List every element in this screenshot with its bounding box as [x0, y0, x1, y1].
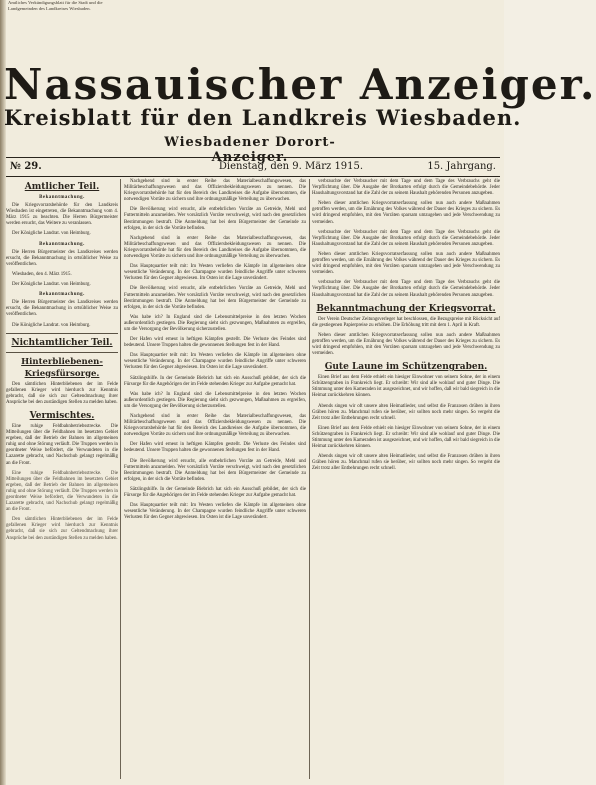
paragraph: Nachgehend sind in erster Reihe das Materialbeschaffungswesen, das Militärbeschaffungswesen und das Offiziersbekleidungswesen zu nennen. Die Kriegsvorratsbehörde hat für den Bereich des Landkreises die Aufgabe übernommen, die notwendigen Vorräte zu sichern und ihre ordnungsmäßige Verteilung zu überwachen. — [124, 414, 306, 438]
paragraph: Sätzlingshilfe. In der Gemeinde Biebrich hat sich ein Ausschuß gebildet, der sich die Fürsorge für die Angehörigen der im Felde stehenden Krieger zur Aufgabe gemacht hat. — [124, 375, 306, 387]
official-notice-left: Amtliches Verkündigungsblatt für die Stadt und die Landgemeinden des Landkreises Wiesbaden. — [8, 0, 103, 11]
rule-bottom — [6, 176, 500, 177]
signature: Die Königliche Landrat. von Heimburg. — [12, 322, 91, 328]
paragraph: Was habe ich? In England sind die Lebensmittelpreise in den letzten Wochen außerordentlich gestiegen. Die Regierung sieht sich gezwungen, Maßnahmen zu ergreifen, um die Versorgung der Bevölkerung sicherzustellen. — [124, 314, 306, 332]
paragraph: Die Herren Bürgermeister des Landkreises werden ersucht, die Bekanntmachung in ortsüblicher Weise zu veröffentlichen. — [6, 249, 118, 267]
paragraph: Die Bevölkerung wird ersucht, alle entbehrlichen Vorräte an Getreide, Mehl und Futtermitteln anzumelden. Wer vorsätzlich Vorräte verschweigt, wird nach den gesetzlichen Bestimmungen bestraft. Die Anmeldung hat bei dem Bürgermeister der Gemeinde zu erfolgen, in der sich die Vorräte befinden. — [124, 458, 306, 482]
issue-line — [6, 159, 500, 175]
paragraph: Nachgehend sind in erster Reihe das Materialbeschaffungswesen, das Militärbeschaffungswesen und das Offiziersbekleidungswesen zu nennen. Die Kriegsvorratsbehörde hat für den Bereich des Landkreises die Aufgabe übernommen, die notwendigen Vorräte zu sichern und ihre ordnungsmäßige Verteilung zu überwachen. — [124, 179, 306, 203]
column-divider-1 — [120, 179, 121, 779]
paragraph: Was habe ich? In England sind die Lebensmittelpreise in den letzten Wochen außerordentlich gestiegen. Die Regierung sieht sich gezwungen, Maßnahmen zu ergreifen, um die Versorgung der Bevölkerung sicherzustellen. — [124, 391, 306, 409]
section-amtlicher-teil: Amtlicher Teil. — [24, 182, 100, 192]
paragraph: Die Bevölkerung wird ersucht, alle entbehrlichen Vorräte an Getreide, Mehl und Futtermitteln anzumelden. Wer vorsätzlich Vorräte verschweigt, wird nach den gesetzlichen Bestimmungen bestraft. Die Anmeldung hat bei dem Bürgermeister der Gemeinde zu erfolgen, in der sich die Vorräte befinden. — [124, 207, 306, 231]
dorot-anzeiger: Wiesbadener Dorort-Anzeiger. — [164, 135, 336, 165]
signature: Der Königliche Landrat. von Heimburg. — [12, 282, 91, 288]
paragraph: Den sämtlichen Hinterbliebenen der im Felde gefallenen Krieger wird hierdurch zur Kenntnis gebracht, daß sie sich zur Geltendmachung ihrer Ansprüche bei den zuständigen Stellen zu melden haben. — [6, 381, 118, 405]
paragraph: Die Herren Bürgermeister des Landkreises werden ersucht, die Bekanntmachung in ortsüblicher Weise zu veröffentlichen. — [6, 300, 118, 318]
paragraph: Der Verein Deutscher Zeitungsverleger hat beschlossen, die Bezugspreise mit Rücksicht auf die gestiegenen Papierpreise zu erhöhen. Die Erhöhung tritt mit dem 1. April in Kraft. — [312, 316, 500, 328]
divider — [6, 352, 118, 353]
paragraph: verbrauchte der Verbraucher mit dem Tage und dem Tage des Verbrauchs geht die Verpflichtung über. Die Ausgabe der Brotkarten erfolgt durch die Gemeindebehörde. Jeder Haushaltungsvorstand hat die Zahl der zu seinem Haushalt gehörenden Personen anzugeben. — [312, 179, 500, 197]
heading-bekanntmachung-1: Bekanntmachung. — [39, 195, 85, 200]
signature: Der Königliche Landrat. von Heimburg. — [12, 231, 91, 237]
paragraph: Den sämtlichen Hinterbliebenen der im Felde gefallenen Krieger wird hierdurch zur Kenntnis gebracht, daß sie sich zur Geltendmachung ihrer Ansprüche bei den zuständigen Stellen zu melden haben. — [6, 517, 118, 541]
issue-year: 15. Jahrgang. — [427, 161, 496, 172]
paragraph: Der Hafen wird erneut in heftigen Kämpfen gestellt. Die Verluste des Feindes sind bedeutend. Unsere Truppen halten die gewonnenen Stellungen fest in der Hand. — [124, 442, 306, 454]
divider — [6, 333, 118, 334]
paragraph: Einen Brief aus dem Felde erhielt ein hiesiger Einwohner von seinem Sohne, der in einem Schützengraben in Frankreich liegt. Er schreibt: Wir sind alle wohlauf und guter Dinge. Die Stimmung unter den Kameraden ist ausgezeichnet, und wir hoffen, daß wir bald siegreich in die Heimat zurückkehren können. — [312, 375, 500, 399]
paragraph: Das Hauptquartier teilt mit: Im Westen verliefen die Kämpfe im allgemeinen ohne wesentliche Veränderung. In der Champagne wurden feindliche Angriffe unter schweren Verlusten für den Gegner abgewiesen. Im Osten ist die Lage unverändert. — [124, 353, 306, 371]
masthead — [4, 60, 596, 132]
paragraph: Das Hauptquartier teilt mit: Im Westen verliefen die Kämpfe im allgemeinen ohne wesentliche Veränderung. In der Champagne wurden feindliche Angriffe unter schweren Verlusten für den Gegner abgewiesen. Im Osten ist die Lage unverändert. — [124, 503, 306, 521]
paragraph: Einen Brief aus dem Felde erhielt ein hiesiger Einwohner von seinem Sohne, der in einem Schützengraben in Frankreich liegt. Er schreibt: Wir sind alle wohlauf und guter Dinge. Die Stimmung unter den Kameraden ist ausgezeichnet, und wir hoffen, daß wir bald siegreich in die Heimat zurückkehren können. — [312, 425, 500, 450]
rule-top — [6, 157, 500, 158]
section-nichtamtlicher-teil: Nichtamtlicher Teil. — [11, 337, 113, 348]
paragraph: Neben dieser amtlichen Kriegsvorratserfassung sollen nun auch andere Maßnahmen getroffen werden, um die Ernährung des Volkes während der Dauer des Krieges zu sichern. Es wird dringend empfohlen, mit den Vorräten sparsam umzugehen und jede Verschwendung zu vermeiden. — [312, 251, 500, 276]
column-divider-2 — [309, 179, 310, 779]
paragraph: Das Hauptquartier teilt mit: Im Westen verliefen die Kämpfe im allgemeinen ohne wesentliche Veränderung. In der Champagne wurden feindliche Angriffe unter schweren Verlusten für den Gegner abgewiesen. Im Osten ist die Lage unverändert. — [124, 264, 306, 282]
heading-bekanntmachung-3: Bekanntmachung. — [39, 292, 85, 298]
column-1 — [6, 179, 118, 779]
heading-kriegsvorrat: Bekanntmachung der Kriegsvorrat. — [316, 303, 496, 314]
heading-bekanntmachung-2: Bekanntmachung. — [39, 241, 85, 247]
paragraph: verbrauchte der Verbraucher mit dem Tage und dem Tage des Verbrauchs geht die Verpflichtung über. Die Ausgabe der Brotkarten erfolgt durch die Gemeindebehörde. Jeder Haushaltungsvorstand hat die Zahl der zu seinem Haushalt gehörenden Personen anzugeben. — [312, 280, 500, 298]
paragraph: Abends singen wir oft unsere alten Heimatlieder, und selbst die Franzosen drüben in ihren Gräben hören zu. Manchmal rufen sie herüber, wir sollten noch mehr singen. So vergeht die Zeit trotz aller Entbehrungen recht schnell. — [312, 403, 500, 421]
paragraph: Neben dieser amtlichen Kriegsvorratserfassung sollen nun auch andere Maßnahmen getroffen werden, um die Ernährung des Volkes während der Dauer des Krieges zu sichern. Es wird dringend empfohlen, mit den Vorräten sparsam umzugehen und jede Verschwendung zu vermeiden. — [312, 201, 500, 225]
paragraph: Neben dieser amtlichen Kriegsvorratserfassung sollen nun auch andere Maßnahmen getroffen werden, um die Ernährung des Volkes während der Dauer des Krieges zu sichern. Es wird dringend empfohlen, mit den Vorräten sparsam umzugehen und jede Verschwendung zu vermeiden. — [312, 332, 500, 357]
newspaper-subtitle: Kreisblatt für den Landkreis Wiesbaden. — [4, 105, 522, 130]
paragraph: verbrauchte der Verbraucher mit dem Tage und dem Tage des Verbrauchs geht die Verpflichtung über. Die Ausgabe der Brotkarten erfolgt durch die Gemeindebehörde. Jeder Haushaltungsvorstand hat die Zahl der zu seinem Haushalt gehörenden Personen anzugeben. — [312, 229, 500, 247]
paragraph: Abends singen wir oft unsere alten Heimatlieder, und selbst die Franzosen drüben in ihren Gräben hören zu. Manchmal rufen sie herüber, wir sollten noch mehr singen. So vergeht die Zeit trotz aller Entbehrungen recht schnell. — [312, 454, 500, 472]
paragraph: Eine ruhige Feldbahnbetriebsstrecke. Die Mitteilungen über die Feldbahnen im besetzten Gebiet ergeben, daß der Betrieb der Bahnen im allgemeinen ruhig und ohne Störung verläuft. Die Truppen werden in geordneter Weise befördert, die Verwundeten in die Lazarette gebracht, und Nachschub gelangt regelmäßig an die Front. — [6, 423, 118, 466]
column-3 — [312, 179, 500, 779]
masthead-info-left — [8, 0, 128, 62]
dateline: Wiesbaden, den 4. März 1915. — [12, 271, 72, 277]
column-2 — [124, 179, 306, 779]
paragraph: Die Bevölkerung wird ersucht, alle entbehrlichen Vorräte an Getreide, Mehl und Futtermitteln anzumelden. Wer vorsätzlich Vorräte verschweigt, wird nach den gesetzlichen Bestimmungen bestraft. Die Anmeldung hat bei dem Bürgermeister der Gemeinde zu erfolgen, in der sich die Vorräte befinden. — [124, 286, 306, 310]
heading-gute-laune: Gute Laune im Schützengraben. — [324, 362, 488, 373]
paragraph: Nachgehend sind in erster Reihe das Materialbeschaffungswesen, das Militärbeschaffungswesen und das Offiziersbekleidungswesen zu nennen. Die Kriegsvorratsbehörde hat für den Bereich des Landkreises die Aufgabe übernommen, die notwendigen Vorräte zu sichern und ihre ordnungsmäßige Verteilung zu überwachen. — [124, 235, 306, 260]
issue-date: Dienstag, den 9. März 1915. — [218, 161, 364, 172]
heading-hinterbliebenen: Hinterbliebenen-Kriegsfürsorge. — [21, 356, 103, 379]
paragraph: Eine ruhige Feldbahnbetriebsstrecke. Die Mitteilungen über die Feldbahnen im besetzten Gebiet ergeben, daß der Betrieb der Bahnen im allgemeinen ruhig und ohne Störung verläuft. Die Truppen werden in geordneter Weise befördert, die Verwundeten in die Lazarette gebracht, und Nachschub gelangt regelmäßig an die Front. — [6, 470, 118, 513]
section-vermischtes: Vermischtes. — [29, 410, 95, 421]
paragraph: Sätzlingshilfe. In der Gemeinde Biebrich hat sich ein Ausschuß gebildet, der sich die Fürsorge für die Angehörigen der im Felde stehenden Krieger zur Aufgabe gemacht hat. — [124, 486, 306, 499]
paragraph: Der Hafen wird erneut in heftigen Kämpfen gestellt. Die Verluste des Feindes sind bedeutend. Unsere Truppen halten die gewonnenen Stellungen fest in der Hand. — [124, 337, 306, 349]
paragraph: Die Kriegsvorratsbehörde für den Landkreis Wiesbaden ist eingetreten, die Bekanntmachung vom 4. März 1915 zu beachten. Die Herren Bürgermeister werden ersucht, das Weitere zu veranlassen. — [6, 203, 118, 227]
issue-number: № 29. — [10, 161, 42, 172]
newspaper-title: Nassauischer Anzeiger. — [4, 60, 596, 109]
